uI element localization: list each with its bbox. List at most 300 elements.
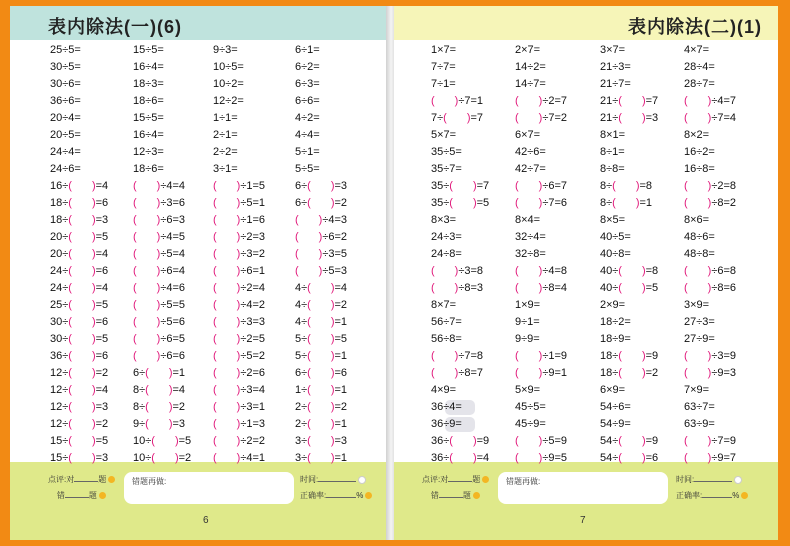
problem-row [431,280,489,297]
problem-text: 4×7= [684,44,710,56]
time-area [676,472,748,504]
problem-text: 30÷( )=6 [50,316,109,328]
problem-row [213,42,265,59]
correct-count-field[interactable] [448,472,472,482]
problem-row [50,297,108,314]
problem-text: ( )÷4=5 [133,231,186,243]
problem-text: 8×2= [684,129,710,141]
problem-row [600,314,658,331]
problem-row [50,348,108,365]
problem-row [50,42,108,59]
problem-text: 15÷( )=3 [50,452,109,464]
problem-row [600,144,658,161]
problem-row [295,433,347,450]
problem-text: 35÷5= [431,146,462,158]
problem-row [600,382,658,399]
problem-row [50,263,108,280]
problem-text: 54÷( )=9 [600,435,659,447]
problem-row [600,212,658,229]
problem-text: 1×9= [515,299,541,311]
problem-text: 54÷6= [600,401,631,413]
problem-row [213,399,265,416]
percent-label: % [732,491,740,500]
problem-text: 8×4= [515,214,541,226]
problem-row [213,263,265,280]
problem-text: 5÷1= [295,146,320,158]
time-label: 时间: [300,475,319,484]
page-number: 7 [580,515,586,526]
problem-text: 45÷9= [515,418,546,430]
problem-row [515,42,567,59]
problem-text: ( )÷8=2 [684,197,737,209]
problem-text: 5×9= [515,384,541,396]
problem-row [600,331,658,348]
problem-text: 42÷6= [515,146,546,158]
problem-text: 48÷8= [684,248,715,260]
problem-row [600,433,658,450]
problem-text: 7×9= [684,384,710,396]
redo-box[interactable] [498,472,668,504]
problem-text: 14÷2= [515,61,546,73]
problem-row [133,161,191,178]
problem-text: ( )÷6=3 [133,214,186,226]
problem-row [431,314,489,331]
problem-row [515,161,567,178]
problem-row [295,110,347,127]
problem-row [684,365,736,382]
problem-row [431,178,489,195]
problem-text: 5÷5= [295,163,320,175]
problem-text: 56÷8= [431,333,462,345]
accuracy-field[interactable] [702,488,732,498]
problem-row [133,297,191,314]
problem-text: 15÷5= [133,44,164,56]
problem-row [600,416,658,433]
problem-row [295,297,347,314]
problem-row [50,110,108,127]
problem-text: 7÷( )=7 [431,112,484,124]
problem-row [431,110,489,127]
problem-row [684,399,736,416]
problem-text: 8÷8= [600,163,625,175]
problem-text: ( )÷4=2 [213,299,266,311]
problem-text: ( )÷1=6 [213,214,266,226]
right-header [394,6,778,40]
problem-text: ( )÷3=1 [213,401,266,413]
problem-row [600,110,658,127]
problem-text: 18÷( )=6 [50,197,109,209]
problem-row [684,178,736,195]
problem-row [515,212,567,229]
problem-row [515,399,567,416]
problem-row [600,76,658,93]
problem-row [213,246,265,263]
problem-text: 3÷( )=1 [295,452,348,464]
problem-row [133,42,191,59]
problem-text: 2÷( )=2 [295,401,348,413]
problem-row [684,42,736,59]
problem-text: ( )÷7=1 [431,95,484,107]
problem-text: ( )÷9=1 [515,367,568,379]
problem-row [684,433,736,450]
problem-row [515,416,567,433]
problem-row [50,229,108,246]
problem-text: 10÷( )=5 [133,435,192,447]
problem-text: 20÷( )=4 [50,248,109,260]
problem-text: 6÷2= [295,61,320,73]
problem-text: 15÷( )=5 [50,435,109,447]
problem-row [684,161,736,178]
sad-face-icon [473,492,480,499]
problem-text: ( )÷8=6 [684,282,737,294]
problem-row [213,433,265,450]
problem-row [50,144,108,161]
problem-text: 24÷6= [50,163,81,175]
problem-text: 18÷6= [133,163,164,175]
problem-text: 2÷1= [213,129,238,141]
problem-row [515,127,567,144]
problem-row [133,59,191,76]
problem-text: 20÷5= [50,129,81,141]
problem-row [50,178,108,195]
problem-row [213,416,265,433]
problem-row [295,348,347,365]
problem-text: 10÷( )=2 [133,452,192,464]
wrong-label: 错 [430,491,439,500]
problem-row [213,178,265,195]
problem-row [684,331,736,348]
problem-row [133,399,191,416]
problem-text: 12÷2= [213,95,244,107]
problem-text: 18÷2= [600,316,631,328]
problem-text: ( )÷3=6 [133,197,186,209]
left-page [10,6,388,540]
problem-text: ( )÷4=7 [684,95,737,107]
problem-text: ( )÷2=8 [684,180,737,192]
right-col-3 [600,42,658,467]
problem-text: 36÷4= [431,401,462,413]
problem-text: 21÷( )=3 [600,112,659,124]
score-area [422,472,489,504]
problem-text: 12÷( )=4 [50,384,109,396]
problem-text: ( )÷4=6 [133,282,186,294]
problem-text: 6÷( )=3 [295,180,348,192]
problem-text: ( )÷6=8 [684,265,737,277]
problem-row [684,76,736,93]
problem-row [515,382,567,399]
problem-text: 6÷( )=1 [133,367,186,379]
problem-text: ( )÷3=2 [213,248,266,260]
problem-text: 40÷8= [600,248,631,260]
problem-row [50,212,108,229]
problem-row [295,161,347,178]
wrong-count-field[interactable] [439,488,463,498]
problem-text: ( )÷3=4 [213,384,266,396]
problem-row [431,144,489,161]
problem-text: 40÷( )=8 [600,265,659,277]
right-col-2 [515,42,567,467]
problem-text: 6÷( )=6 [295,367,348,379]
time-field[interactable] [694,472,732,482]
problem-row [295,144,347,161]
problem-row [295,365,347,382]
problem-text: ( )÷6=7 [515,180,568,192]
right-col-1 [431,42,489,467]
problem-row [133,314,191,331]
problem-row [431,331,489,348]
right-col-4 [684,42,736,467]
redo-box[interactable] [124,472,294,504]
problem-text: 36÷( )=4 [431,452,490,464]
problem-text: 36÷9= [431,418,462,430]
problem-text: 63÷9= [684,418,715,430]
problem-text: ( )÷3=9 [684,350,737,362]
problem-row [600,246,658,263]
problem-text: 32÷8= [515,248,546,260]
right-page-title: 表内除法(二)(1) [628,17,762,37]
problem-text: ( )÷6=1 [213,265,266,277]
problem-text: ( )÷4=3 [295,214,348,226]
problem-text: 40÷( )=5 [600,282,659,294]
problem-row [133,110,191,127]
problem-row [431,42,489,59]
problem-row [295,127,347,144]
problem-row [431,195,489,212]
problem-text: 25÷( )=5 [50,299,109,311]
problem-text: 27÷9= [684,333,715,345]
problem-row [431,229,489,246]
left-col-3 [213,42,265,467]
problem-row [133,382,191,399]
problem-text: ( )÷3=5 [295,248,348,260]
problem-text: 45÷5= [515,401,546,413]
problem-text: 8÷( )=1 [600,197,653,209]
problem-text: 5÷( )=5 [295,333,348,345]
problem-text: 8÷( )=4 [133,384,186,396]
problem-text: 10÷5= [213,61,244,73]
problem-text: 63÷7= [684,401,715,413]
problem-text: 15÷5= [133,112,164,124]
problem-text: ( )÷4=4 [133,180,186,192]
problem-text: 3÷( )=3 [295,435,348,447]
problem-row [50,59,108,76]
problem-text: ( )÷6=6 [133,350,186,362]
problem-text: ( )÷6=2 [295,231,348,243]
problem-row [133,280,191,297]
smiley-icon [108,476,115,483]
problem-text: ( )÷5=5 [133,299,186,311]
correct-count-field[interactable] [74,472,98,482]
problem-row [684,280,736,297]
problem-text: 12÷( )=2 [50,367,109,379]
problem-row [600,280,658,297]
problem-text: 4×9= [431,384,457,396]
problem-text: 30÷6= [50,78,81,90]
problem-row [515,229,567,246]
problem-text: ( )÷7=2 [515,112,568,124]
unit-label: 题 [88,491,97,500]
problem-row [213,365,265,382]
problem-row [133,76,191,93]
problem-text: 9÷( )=3 [133,418,186,430]
problem-text: 12÷( )=2 [50,418,109,430]
problem-row [431,59,489,76]
problem-row [50,280,108,297]
problem-text: 8÷( )=8 [600,180,653,192]
problem-text: 35÷( )=5 [431,197,490,209]
problem-row [684,127,736,144]
problem-row [515,246,567,263]
problem-row [600,127,658,144]
problem-row [600,263,658,280]
problem-text: 6×9= [600,384,626,396]
problem-text: 21÷3= [600,61,631,73]
problem-row [295,246,347,263]
smiley-icon [365,492,372,499]
problem-row [133,348,191,365]
problem-row [295,263,347,280]
problem-row [515,76,567,93]
problem-row [295,382,347,399]
redo-label: 错题再做: [506,477,541,486]
problem-text: 8×7= [431,299,457,311]
problem-row [50,195,108,212]
problem-row [600,93,658,110]
unit-label: 题 [98,475,107,484]
problem-text: 35÷7= [431,163,462,175]
problem-text: 6÷3= [295,78,320,90]
review-label: 点评:对 [422,475,449,484]
problem-text: 18÷( )=9 [600,350,659,362]
problem-text: 20÷( )=5 [50,231,109,243]
right-footer [394,462,778,540]
problem-row [515,331,567,348]
problem-row [133,263,191,280]
wrong-count-field[interactable] [65,488,89,498]
problem-text: ( )÷3=3 [213,316,266,328]
problem-row [213,144,265,161]
problem-row [431,127,489,144]
page-number: 6 [203,515,209,526]
problem-text: 25÷5= [50,44,81,56]
problem-row [133,178,191,195]
problem-text: ( )÷2=4 [213,282,266,294]
problem-row [133,93,191,110]
problem-text: ( )÷5=2 [213,350,266,362]
unit-label: 题 [472,475,481,484]
problem-row [600,399,658,416]
problem-row [50,76,108,93]
problem-text: 16÷8= [684,163,715,175]
problem-row [133,212,191,229]
clock-icon [358,476,366,484]
problem-row [295,314,347,331]
problem-text: 54÷( )=6 [600,452,659,464]
left-footer [10,462,388,540]
problem-text: 4÷( )=1 [295,316,348,328]
problem-row [684,110,736,127]
time-field[interactable] [318,472,356,482]
review-label: 点评:对 [48,475,75,484]
problem-row [684,246,736,263]
problem-row [50,314,108,331]
problem-row [295,59,347,76]
problem-text: ( )÷2=5 [213,333,266,345]
problem-text: ( )÷1=3 [213,418,266,430]
problem-text: 20÷4= [50,112,81,124]
problem-row [133,365,191,382]
problem-row [213,59,265,76]
problem-row [431,212,489,229]
problem-text: ( )÷7=6 [515,197,568,209]
problem-text: 42÷7= [515,163,546,175]
problem-text: 40÷5= [600,231,631,243]
problem-row [431,76,489,93]
score-area [48,472,115,504]
problem-row [431,93,489,110]
problem-row [213,348,265,365]
problem-row [515,110,567,127]
problem-text: 56÷7= [431,316,462,328]
time-label: 时间: [676,475,695,484]
problem-row [50,399,108,416]
problem-row [431,263,489,280]
problem-text: 16÷4= [133,61,164,73]
problem-text: 18÷( )=2 [600,367,659,379]
problem-text: ( )÷2=7 [515,95,568,107]
problem-text: ( )÷9=3 [684,367,737,379]
percent-label: % [356,491,364,500]
problem-row [295,229,347,246]
problem-row [515,178,567,195]
problem-text: 12÷3= [133,146,164,158]
problem-row [431,161,489,178]
problem-row [213,195,265,212]
problem-row [431,399,489,416]
problem-row [133,331,191,348]
problem-text: ( )÷1=5 [213,180,266,192]
problem-text: 1÷1= [213,112,238,124]
problem-text: ( )÷5=9 [515,435,568,447]
accuracy-field[interactable] [326,488,356,498]
problem-row [684,263,736,280]
problem-row [515,93,567,110]
problem-row [515,314,567,331]
left-col-2 [133,42,191,467]
problem-text: ( )÷5=4 [133,248,186,260]
problem-row [684,314,736,331]
problem-row [213,382,265,399]
problem-row [684,348,736,365]
problem-text: ( )÷4=1 [213,452,266,464]
problem-row [295,42,347,59]
problem-text: ( )÷8=7 [431,367,484,379]
right-page [394,6,778,540]
problem-row [684,93,736,110]
problem-text: 4÷( )=4 [295,282,348,294]
problem-text: 3×7= [600,44,626,56]
problem-row [295,399,347,416]
problem-row [684,382,736,399]
problem-text: 9÷1= [515,316,540,328]
problem-row [600,178,658,195]
problem-row [515,59,567,76]
problem-text: ( )÷2=6 [213,367,266,379]
problem-text: 4÷4= [295,129,320,141]
problem-text: 24÷4= [50,146,81,158]
problem-row [431,365,489,382]
problem-text: 21÷7= [600,78,631,90]
